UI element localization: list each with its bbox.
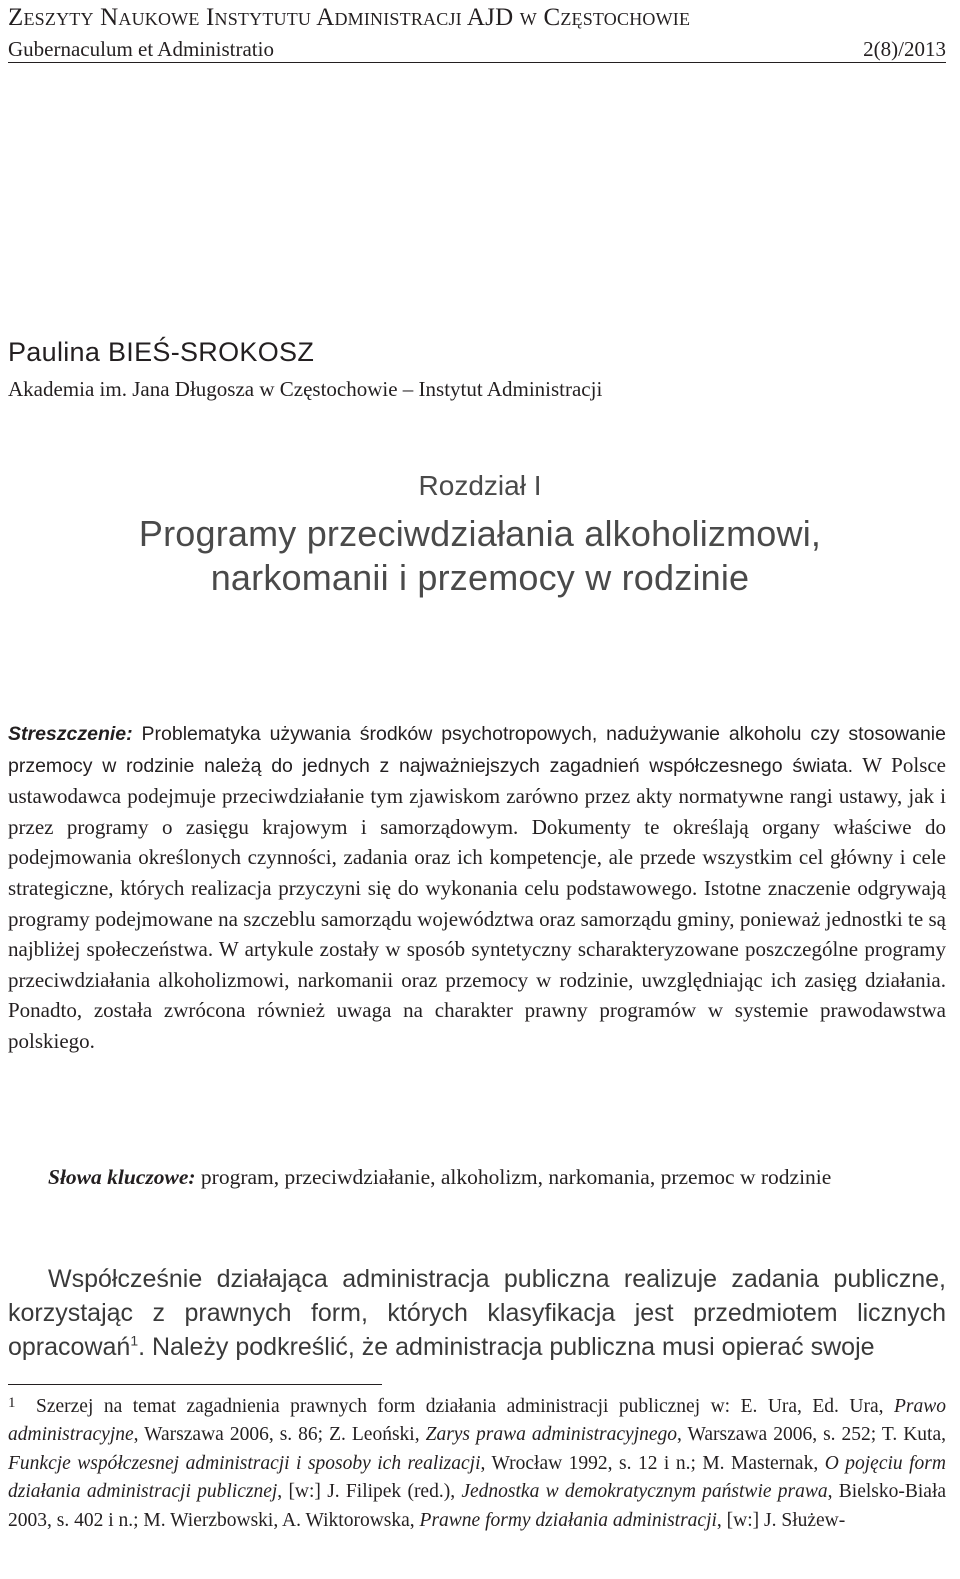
footnote (8, 1393, 946, 1535)
author-affiliation: Akademia im. Jana Długosza w Częstochowie – Instytut Administracji (8, 377, 603, 401)
footnote-title: Jednostka w demokratycznym państwie prawa (461, 1481, 828, 1503)
footnote-reference[interactable]: 1 (130, 1332, 139, 1349)
footnote-part: , [w:] J. Filipek (red.), (277, 1481, 462, 1503)
body-paragraph (8, 1262, 946, 1364)
footnote-title: Zarys prawa administracyjnego (425, 1424, 678, 1446)
author-block (8, 336, 602, 404)
footnote-title: Funkcje współczesnej administracji i sposoby ich realizacji (8, 1452, 481, 1474)
abstract-lead-text: Problematyka używania środków psychotropowych, nadużywanie alkoholu czy stosowanie przemocy w rodzinie należą do jednych z najważniejszych zagadnień współczesnego świata. (8, 723, 946, 777)
keywords-text: program, przeciwdziałanie, alkoholizm, narkomania, przemoc w rodzinie (195, 1165, 832, 1189)
footnote-part: , Wrocław 1992, s. 12 i n.; M. Masternak, (480, 1452, 825, 1474)
header-row (8, 35, 946, 63)
keywords-label: Słowa kluczowe: (48, 1165, 196, 1189)
header-rule (8, 62, 946, 63)
chapter-title (0, 512, 960, 600)
footnote-part: , Bielsko-Biała 2003, s. 402 i n.; M. Wierzbowski, A. Wiktorowska, (8, 1481, 947, 1531)
footnote-number: 1 (8, 1395, 16, 1411)
footnote-part: , Warszawa 2006, s. 86; Z. Leoński, (133, 1424, 426, 1446)
footnote-text (8, 1396, 946, 1531)
footnote-title: Prawo administracyjne (8, 1396, 946, 1446)
chapter-label: Rozdział I (418, 470, 542, 501)
footnote-part: , Warszawa 2006, s. 252; T. Kuta, (677, 1424, 946, 1446)
series-name: Gubernaculum et Administratio (8, 37, 274, 61)
footnote-title: O pojęciu form działania administracji publicznej (8, 1452, 946, 1503)
running-header (8, 0, 946, 63)
keywords (8, 1162, 946, 1193)
body-text-after: . Należy podkreślić, że administracja publiczna musi opierać swoje (138, 1333, 875, 1361)
abstract-lead (8, 723, 946, 777)
issue-number: 2(8)/2013 (863, 37, 946, 61)
chapter-title-line-1: Programy przeciwdziałania alkoholizmowi, (138, 513, 822, 554)
body-text-before: Współcześnie działająca administracja publiczna realizuje zadania publiczne, korzystając z prawnych form, których klasyfikacja jest przedmiotem licznych opracowań (8, 1265, 946, 1361)
abstract-body: W Polsce ustawodawca podejmuje przeciwdziałanie tym zjawiskom zarówno przez akty normatywne rangi ustawy, jak i przez programy o zasięgu krajowym i samorządowym. Dokumenty te określają organy właściwe do podejmowania określonych czynności, zadania oraz ich kompetencje, ale przede wszystkim cel główny i cele strategiczne, których realizacja przyczyni się do wykonania celu podstawowego. Istotne znaczenie odgrywają programy podejmowane na szczeblu samorządu województwa oraz samorządu gminy, ponieważ jednostki te są najbliżej społeczeństwa. W artykule zostały w sposób syntetyczny scharakteryzowane poszczególne programy przeciwdziałania alkoholizmowi, narkomanii oraz przemocy w rodzinie, uwzględniając ich zasięg działania. Ponadto, została zwrócona również uwaga na charakter prawny programów w systemie prawodawstwa polskiego. (8, 752, 947, 1053)
journal-title: Zeszyty Naukowe Instytutu Administracji AJD w Częstochowie (8, 4, 691, 31)
footnote-title: Prawne formy działania administracji (419, 1509, 717, 1531)
chapter-heading (0, 468, 960, 600)
chapter-title-line-2: narkomanii i przemocy w rodzinie (210, 557, 750, 598)
footnote-part: , [w:] J. Służew- (716, 1509, 846, 1531)
abstract-label: Streszczenie: (8, 723, 133, 745)
footnote-part: Szerzej na temat zagadnienia prawnych form działania administracji publicznej w: E. Ura, Ed. Ura, (36, 1396, 894, 1417)
footnote-rule (8, 1384, 382, 1385)
abstract (8, 718, 946, 1057)
author-name: Paulina BIEŚ-SROKOSZ (8, 337, 315, 367)
